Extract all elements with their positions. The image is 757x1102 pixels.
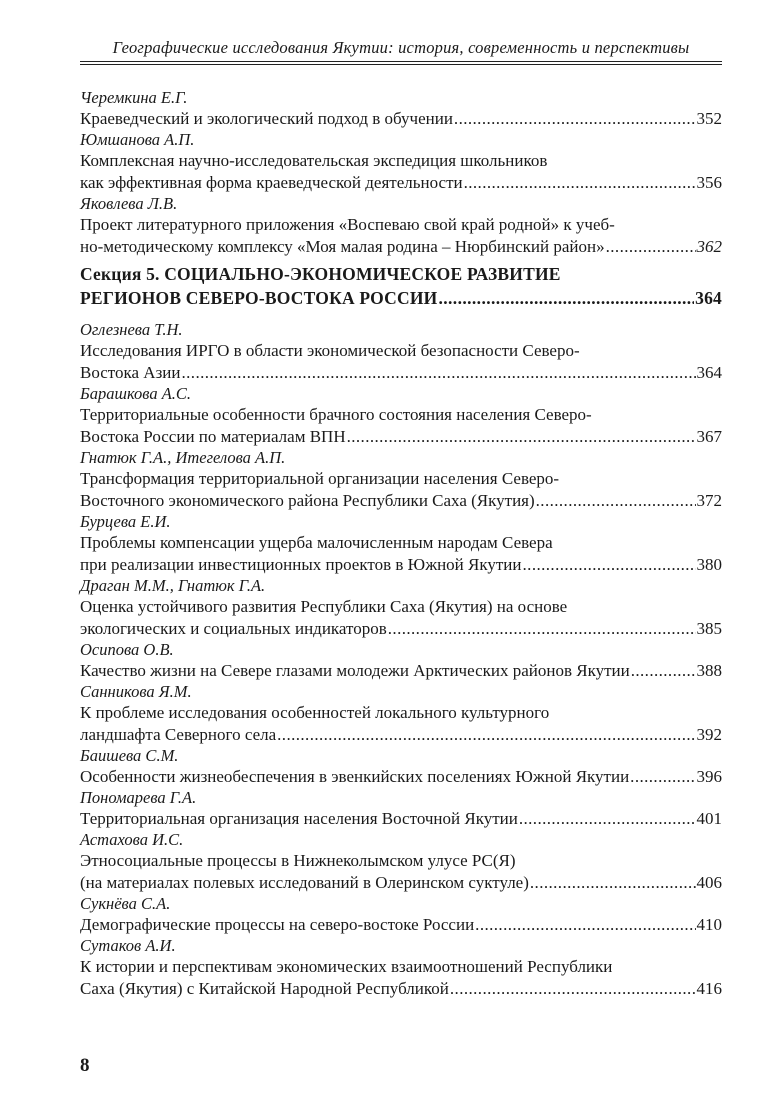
section-heading [80, 262, 722, 310]
entry-title-line: Исследования ИРГО в области экономической безопасности Северо- [80, 341, 580, 360]
entry-author: Барашкова А.С. [80, 384, 192, 403]
entry-page: 367 [696, 427, 722, 446]
leader-dots [454, 108, 696, 130]
entry-last-line [80, 108, 722, 130]
entry-author: Юмшанова А.П. [80, 130, 195, 149]
entry-author: Драган М.М., Гнатюк Г.А. [80, 576, 266, 595]
entry-author: Бурцева Е.И. [80, 512, 171, 531]
toc-entry [80, 448, 722, 512]
entry-last-line [80, 914, 722, 936]
entry-last-line [80, 724, 722, 746]
entry-page: 356 [696, 173, 722, 192]
entry-page: 380 [696, 555, 722, 574]
entry-title-line: Комплексная научно-исследовательская экспедиция школьников [80, 151, 548, 170]
entry-author: Астахова И.С. [80, 830, 184, 849]
leader-dots [388, 618, 696, 640]
entry-page: 410 [696, 915, 722, 934]
entry-title-text: как эффективная форма краеведческой деятельности [80, 173, 463, 192]
entry-last-line [80, 660, 722, 682]
leader-dots [450, 978, 696, 1000]
entry-author: Пономарева Г.А. [80, 788, 197, 807]
toc-section-entries [80, 320, 722, 1000]
toc-entry [80, 936, 722, 1000]
section-page: 364 [695, 288, 722, 308]
entry-author: Осипова О.В. [80, 640, 174, 659]
page-number: 8 [80, 1055, 90, 1076]
entry-title-line: Проблемы компенсации ущерба малочисленным народам Севера [80, 533, 553, 552]
entry-page: 392 [696, 725, 722, 744]
toc-entry [80, 830, 722, 894]
entry-author: Гнатюк Г.А., Итегелова А.П. [80, 448, 286, 467]
leader-dots [631, 660, 696, 682]
toc-entry [80, 746, 722, 788]
leader-dots [536, 490, 696, 512]
entry-title-text: Востока России по материалам ВПН [80, 427, 346, 446]
leader-dots [630, 766, 695, 788]
entry-title-text: Краеведческий и экологический подход в обучении [80, 109, 453, 128]
entry-author: Баишева С.М. [80, 746, 179, 765]
leader-dots [606, 236, 696, 258]
leader-dots [464, 172, 696, 194]
entry-page: 362 [696, 237, 722, 256]
entry-page: 388 [696, 661, 722, 680]
entry-last-line [80, 808, 722, 830]
entry-title-text: Востока Азии [80, 363, 181, 382]
entry-last-line [80, 236, 722, 258]
entry-author: Сутаков А.И. [80, 936, 176, 955]
toc-entry [80, 512, 722, 576]
entry-author: Оглезнева Т.Н. [80, 320, 183, 339]
entry-last-line [80, 426, 722, 448]
toc-entry [80, 682, 722, 746]
section-title-line-2 [80, 286, 722, 310]
entry-title-text: Территориальная организация населения Восточной Якутии [80, 809, 518, 828]
toc-entry [80, 384, 722, 448]
entry-last-line [80, 172, 722, 194]
entry-page: 364 [696, 363, 722, 382]
entry-author: Санникова Я.М. [80, 682, 192, 701]
entry-title-text: Восточного экономического района Республики Саха (Якутия) [80, 491, 535, 510]
entry-title-line: Проект литературного приложения «Воспеваю свой край родной» к учеб- [80, 215, 615, 234]
entry-title-text: Качество жизни на Севере глазами молодежи Арктических районов Якутии [80, 661, 630, 680]
leader-dots [277, 724, 695, 746]
entry-title-text: но-методическому комплексу «Моя малая родина – Нюрбинский район» [80, 237, 605, 256]
toc-entry [80, 788, 722, 830]
entry-title-text: Демографические процессы на северо-востоке России [80, 915, 475, 934]
entry-last-line [80, 978, 722, 1000]
leader-dots [438, 286, 694, 310]
entry-last-line [80, 872, 722, 894]
entry-page: 401 [696, 809, 722, 828]
entry-title-text: Саха (Якутия) с Китайской Народной Республикой [80, 979, 449, 998]
entry-author: Яковлева Л.В. [80, 194, 178, 213]
running-header: Географические исследования Якутии: история, современность и перспективы [112, 38, 690, 57]
toc-entry [80, 88, 722, 130]
entry-page: 372 [696, 491, 722, 510]
leader-dots [182, 362, 696, 384]
entry-title-text: ландшафта Северного села [80, 725, 277, 744]
entry-last-line [80, 362, 722, 384]
entry-title-line: К истории и перспективам экономических взаимоотношений Республики [80, 957, 613, 976]
section-title-text: РЕГИОНОВ СЕВЕРО-ВОСТОКА РОССИИ [80, 288, 438, 308]
entry-title-text: (на материалах полевых исследований в Олеринском суктуле) [80, 873, 529, 892]
entry-title-text: при реализации инвестиционных проектов в Южной Якутии [80, 555, 522, 574]
entry-title-line: Этносоциальные процессы в Нижнеколымском улусе РС(Я) [80, 851, 516, 870]
entry-page: 406 [696, 873, 722, 892]
toc-entry [80, 130, 722, 194]
leader-dots [523, 554, 696, 576]
header-rule [80, 61, 722, 62]
entry-page: 416 [696, 979, 722, 998]
entry-title-text: экологических и социальных индикаторов [80, 619, 387, 638]
entry-last-line [80, 618, 722, 640]
entry-author: Черемкина Е.Г. [80, 88, 188, 107]
entry-author: Сукнёва С.А. [80, 894, 171, 913]
leader-dots [519, 808, 696, 830]
leader-dots [530, 872, 696, 894]
table-of-contents [80, 88, 722, 1000]
entry-title-line: Оценка устойчивого развития Республики Саха (Якутия) на основе [80, 597, 568, 616]
entry-title-line: Трансформация территориальной организации населения Северо- [80, 469, 560, 488]
toc-entry [80, 640, 722, 682]
entry-last-line [80, 490, 722, 512]
entry-title-line: Территориальные особенности брачного состояния населения Северо- [80, 405, 592, 424]
toc-entry [80, 894, 722, 936]
toc-entry [80, 194, 722, 258]
leader-dots [347, 426, 696, 448]
header-rule-thin [80, 64, 722, 65]
section-title-line-1: Секция 5. СОЦИАЛЬНО-ЭКОНОМИЧЕСКОЕ РАЗВИТИЕ [80, 264, 561, 284]
toc-entry [80, 576, 722, 640]
entry-last-line [80, 554, 722, 576]
toc-entry [80, 320, 722, 384]
entry-title-text: Особенности жизнеобеспечения в эвенкийских поселениях Южной Якутии [80, 767, 630, 786]
leader-dots [475, 914, 695, 936]
entry-page: 352 [696, 109, 722, 128]
entry-page: 396 [696, 767, 722, 786]
entry-title-line: К проблеме исследования особенностей локального культурного [80, 703, 550, 722]
toc-entries-before-section [80, 88, 722, 258]
entry-page: 385 [696, 619, 722, 638]
entry-last-line [80, 766, 722, 788]
